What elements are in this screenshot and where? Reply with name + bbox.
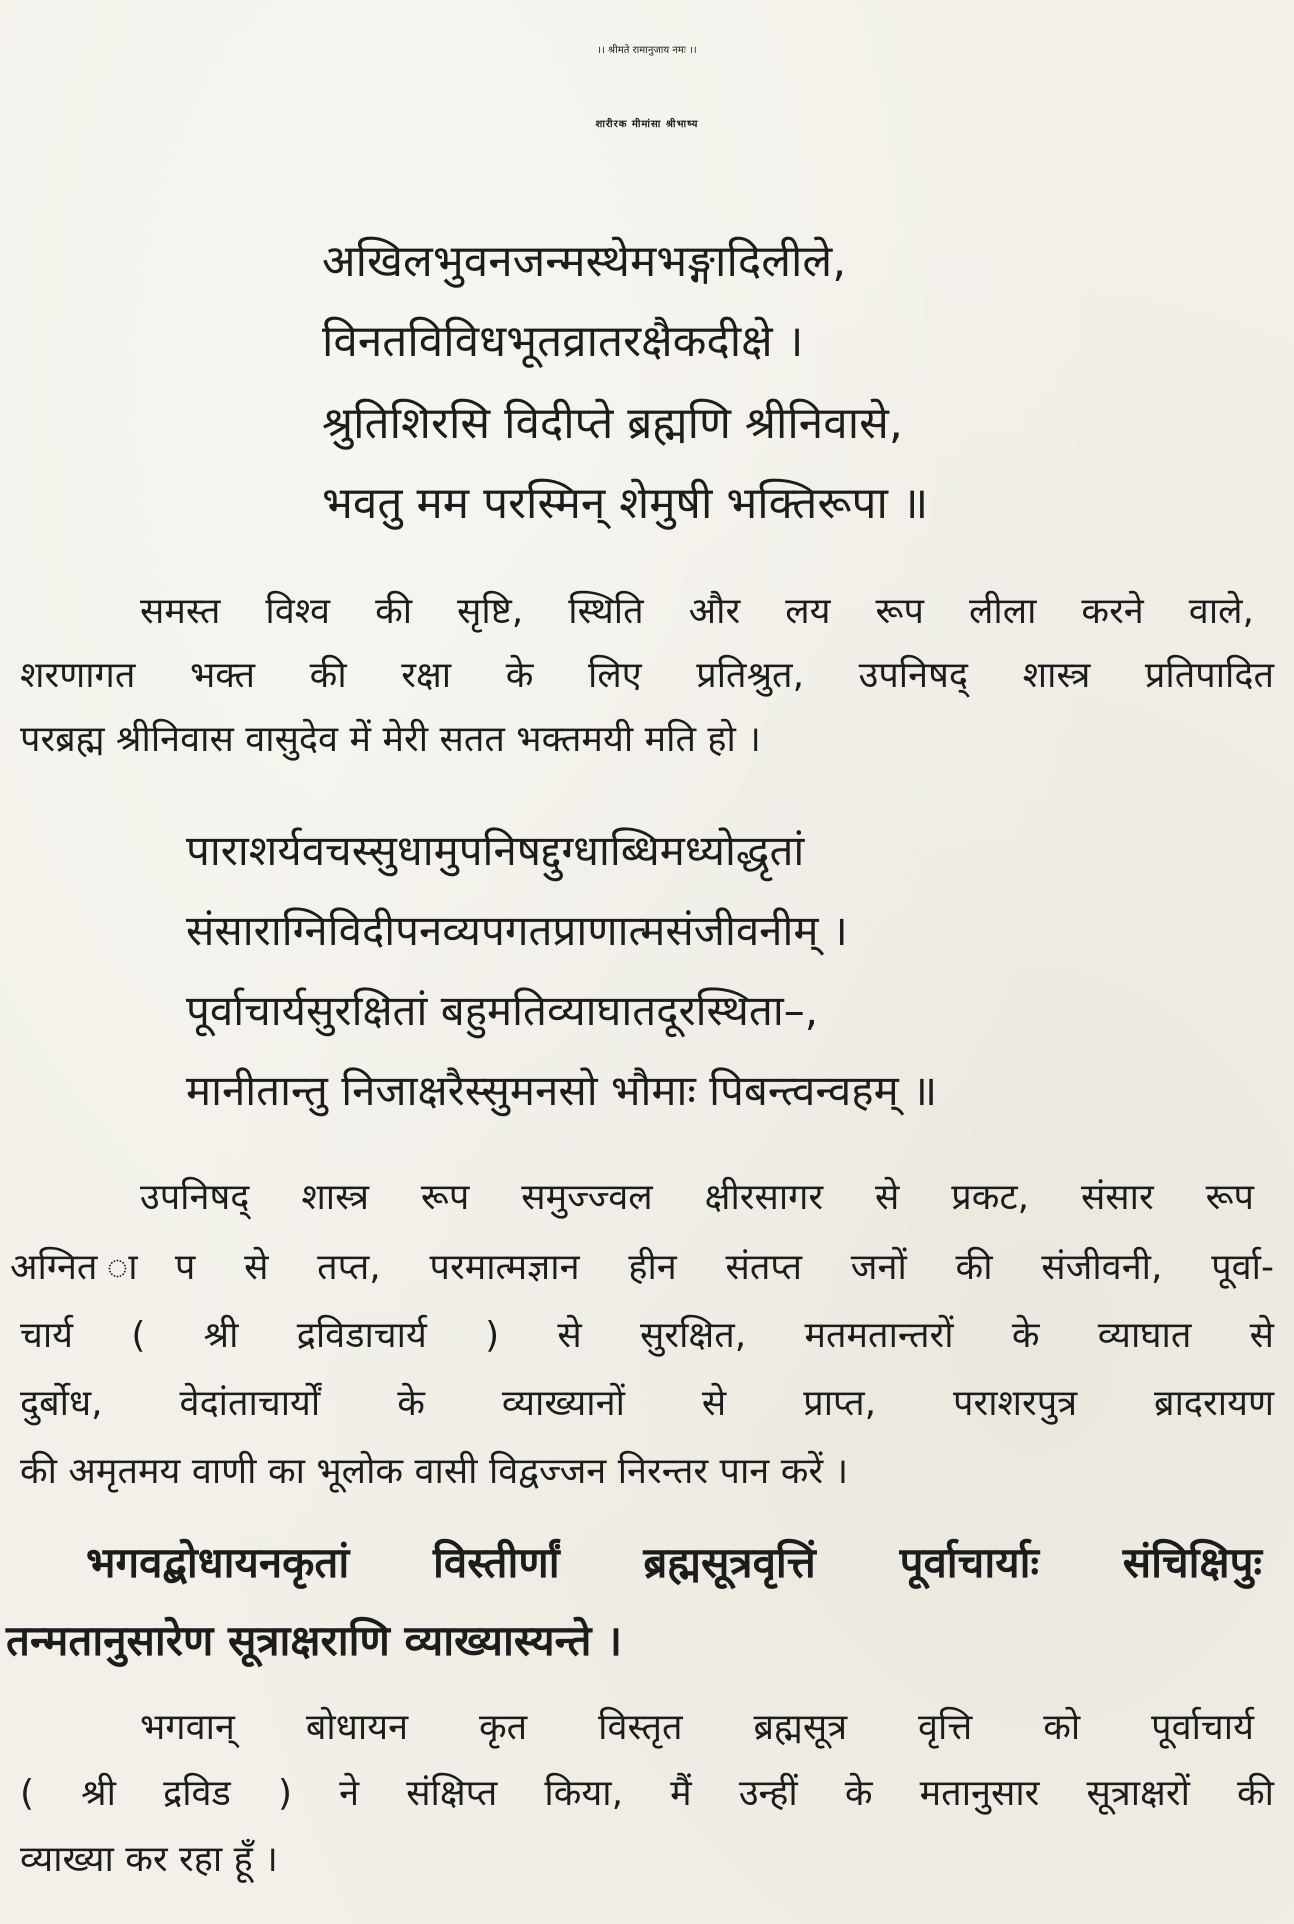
verse-2-line-3: पूर्वाचार्यसुरक्षितां बहुमतिव्याघातदूरस्थिता–, <box>186 986 819 1035</box>
verse-1-line-1: अखिलभुवनजन्मस्थेमभङ्गादिलीले, <box>322 236 847 287</box>
translation-2-line-1: उपनिषद् शास्त्र रूप समुज्ज्वल क्षीरसागर से प्रकट, संसार रूप <box>140 1177 1254 1218</box>
verse-1-line-2: विनतविविधभूतव्रातरक्षैकदीक्षे । <box>322 316 804 367</box>
invocation-header: ।। श्रीमते रामानुजाय नमः ।। <box>597 45 697 56</box>
translation-3-line-3: व्याख्या कर रहा हूँ । <box>20 1839 278 1880</box>
sutra-line-1: भगवद्बोधायनकृतां विस्तीर्णां ब्रह्मसूत्रवृत्तिं पूर्वाचार्याः संचिक्षिपुः <box>86 1538 1262 1587</box>
translation-2-line-5: की अमृतमय वाणी का भूलोक वासी विद्वज्जन निरन्तर पान करें । <box>20 1451 849 1492</box>
translation-3-line-2: ( श्री द्रविड ) ने संक्षिप्त किया, मैं उन्हीं के मतानुसार सूत्राक्षरों की <box>20 1773 1274 1814</box>
translation-3-line-1: भगवान् बोधायन कृत विस्तृत ब्रह्मसूत्र वृत्ति को पूर्वाचार्य <box>140 1707 1254 1748</box>
verse-2-line-1: पाराशर्यवचस्सुधामुपनिषद्दुग्धाब्धिमध्योद्धृतां <box>186 826 805 875</box>
translation-2-line-2: अग्नित ाप से तप्त, परमात्मज्ञान हीन संतप्त जनों की संजीवनी, पूर्वा- <box>10 1247 1274 1288</box>
translation-1-line-3: परब्रह्म श्रीनिवास वासुदेव में मेरी सतत भक्तमयी मति हो । <box>20 719 761 760</box>
translation-2-line-3: चार्य ( श्री द्रविडाचार्य ) से सुरक्षित, मतमतान्तरों के व्याघात से <box>20 1315 1274 1356</box>
verse-2-line-4: मानीतान्तु निजाक्षरैस्सुमनसो भौमाः पिबन्त्वन्वहम् ॥ <box>186 1066 938 1115</box>
page-title: शारीरक मीमांसा श्रीभाष्य <box>595 119 699 130</box>
verse-2-line-2: संसाराग्निविदीपनव्यपगतप्राणात्मसंजीवनीम् । <box>186 906 848 955</box>
verse-1-line-4: भवतु मम परस्मिन् शेमुषी भक्तिरूपा ॥ <box>322 478 929 529</box>
translation-1-line-1: समस्त विश्व की सृष्टि, स्थिति और लय रूप लीला करने वाले, <box>140 591 1254 632</box>
verse-1-line-3: श्रुतिशिरसि विदीप्ते ब्रह्मणि श्रीनिवासे, <box>322 398 903 449</box>
translation-2-line-4: दुर्बोध, वेदांताचार्यों के व्याख्यानों से प्राप्त, पराशरपुत्र ब्रादरायण <box>20 1383 1274 1424</box>
sutra-line-2: तन्मतानुसारेण सूत्राक्षराणि व्याख्यास्यन्ते । <box>6 1616 622 1665</box>
translation-1-line-2: शरणागत भक्त की रक्षा के लिए प्रतिश्रुत, उपनिषद् शास्त्र प्रतिपादित <box>20 655 1274 696</box>
